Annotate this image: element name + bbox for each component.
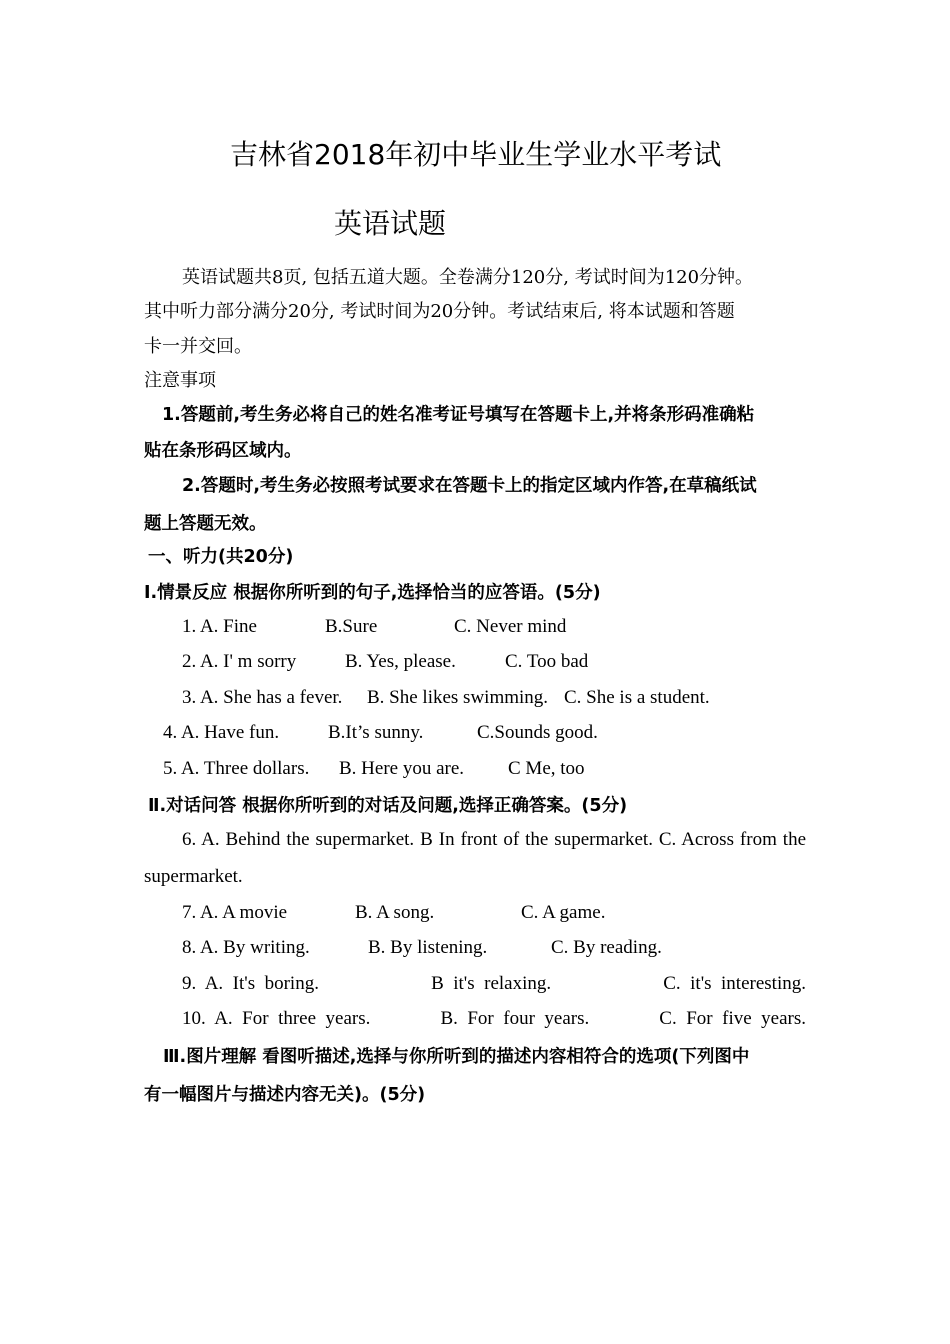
q6-line-1: 6. A. Behind the supermarket. B In front of the supermarket. C. Across from the	[182, 829, 806, 850]
section-1-heading: 一、听力(共20分)	[148, 547, 294, 567]
q2-option-b: B. Yes, please.	[345, 651, 456, 672]
q1-option-c: C. Never mind	[454, 616, 567, 637]
part-1-heading: Ⅰ.情景反应 根据你所听到的句子,选择恰当的应答语。(5分)	[144, 583, 601, 603]
q8-option-c: C. By reading.	[551, 937, 662, 958]
notice-heading: 注意事项	[144, 370, 216, 391]
q10-option-b: B. For four years.	[440, 1008, 590, 1029]
q10-option-a: 10. A. For three years.	[182, 1008, 371, 1029]
q1-option-a: 1. A. Fine	[182, 616, 257, 637]
intro-line-2: 其中听力部分满分20分, 考试时间为20分钟。考试结束后, 将本试题和答题	[144, 301, 735, 322]
exam-title: 吉林省2018年初中毕业生学业水平考试	[230, 138, 722, 171]
intro-line-3: 卡一并交回。	[144, 336, 252, 357]
question-10	[182, 1008, 806, 1030]
notice-1-line-1: 1.答题前,考生务必将自己的姓名准考证号填写在答题卡上,并将条形码准确粘	[162, 405, 755, 425]
q3-option-b: B. She likes swimming.	[367, 687, 549, 708]
part-2-heading: Ⅱ.对话问答 根据你所听到的对话及问题,选择正确答案。(5分)	[148, 796, 628, 816]
intro-line-1: 英语试题共8页, 包括五道大题。全卷满分120分, 考试时间为120分钟。	[182, 267, 754, 288]
part-3-heading-line-1: Ⅲ.图片理解 看图听描述,选择与你所听到的描述内容相符合的选项(下列图中	[163, 1047, 750, 1067]
q5-option-a: 5. A. Three dollars.	[163, 758, 310, 779]
q2-option-a: 2. A. I' m sorry	[182, 651, 297, 672]
q7-option-a: 7. A. A movie	[182, 902, 288, 923]
q1-option-b: B.Sure	[325, 616, 378, 637]
q8-option-b: B. By listening.	[368, 937, 488, 958]
part-3-heading-line-2: 有一幅图片与描述内容无关)。(5分)	[144, 1085, 426, 1105]
notice-2-line-2: 题上答题无效。	[144, 514, 267, 534]
q4-option-b: B.It’s sunny.	[328, 722, 424, 743]
q9-option-a: 9. A. It's boring.	[182, 973, 319, 994]
q10-option-c: C. For five years.	[659, 1008, 806, 1029]
q8-option-a: 8. A. By writing.	[182, 937, 310, 958]
q3-option-a: 3. A. She has a fever.	[182, 687, 343, 708]
q5-option-b: B. Here you are.	[339, 758, 465, 779]
q7-option-c: C. A game.	[521, 902, 606, 923]
q9-option-c: C. it's interesting.	[663, 973, 806, 994]
q9-option-b: B it's relaxing.	[431, 973, 552, 994]
q5-option-c: C Me, too	[508, 758, 585, 779]
q4-option-a: 4. A. Have fun.	[163, 722, 280, 743]
notice-1-line-2: 贴在条形码区域内。	[144, 441, 302, 461]
q4-option-c: C.Sounds good.	[477, 722, 598, 743]
question-9	[182, 973, 806, 995]
notice-2-line-1: 2.答题时,考生务必按照考试要求在答题卡上的指定区域内作答,在草稿纸试	[182, 476, 757, 496]
q6-line-2: supermarket.	[144, 866, 243, 887]
q2-option-c: C. Too bad	[505, 651, 589, 672]
exam-subtitle: 英语试题	[334, 207, 447, 240]
q7-option-b: B. A song.	[355, 902, 435, 923]
q3-option-c: C. She is a student.	[564, 687, 710, 708]
